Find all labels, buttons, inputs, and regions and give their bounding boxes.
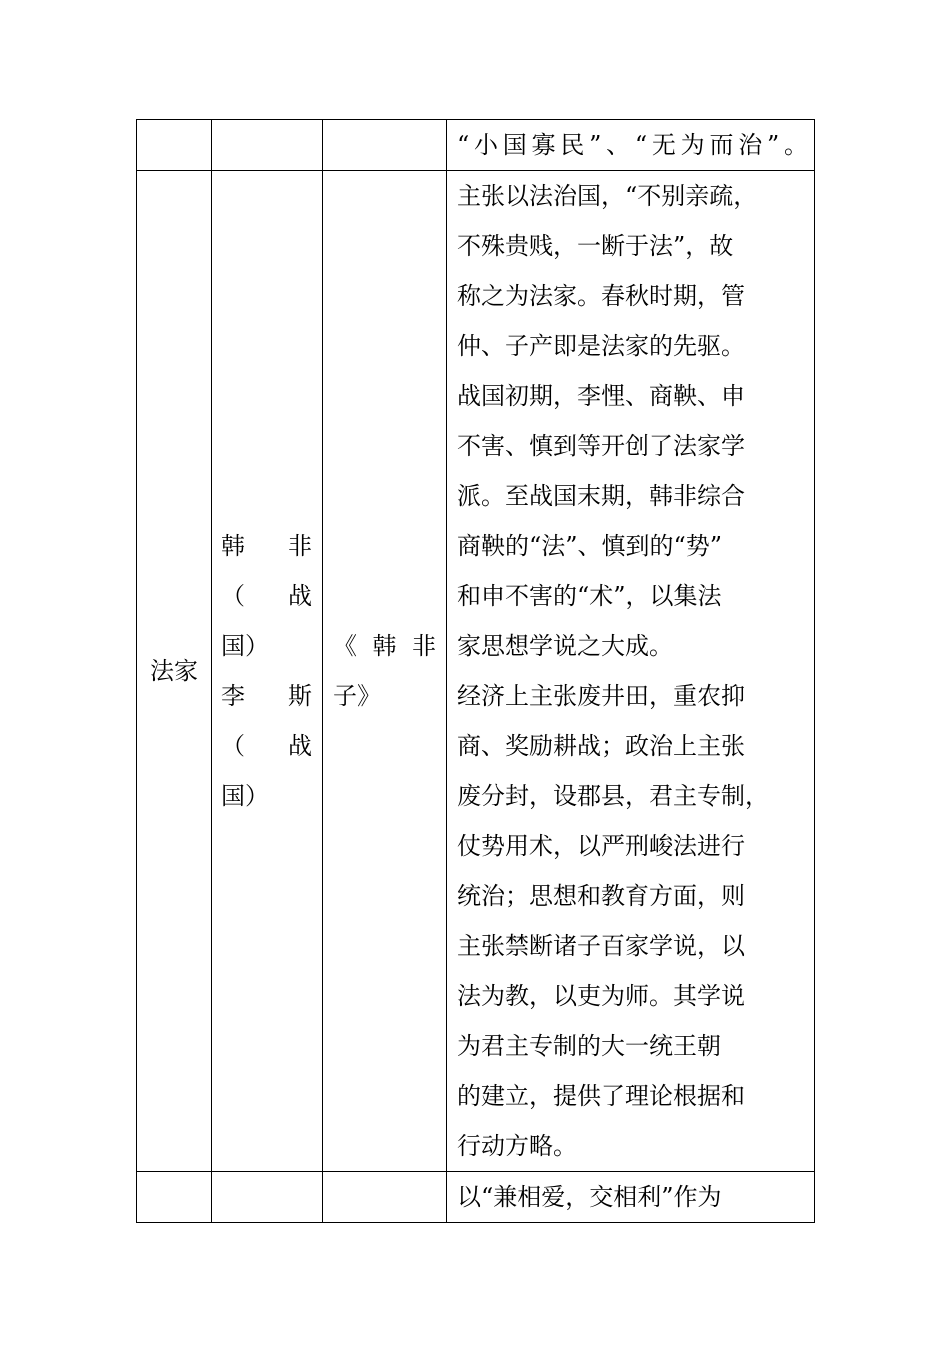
person-line: 李斯 xyxy=(221,682,312,710)
text-line: 和申不害的“术”，以集法 xyxy=(457,582,722,610)
text-line: 不害、慎到等开创了法家学 xyxy=(457,432,745,460)
text-line: 仲、子产即是法家的先驱。 xyxy=(457,332,745,360)
person-cell xyxy=(212,171,323,1172)
text-line: 废分封，设郡县，君主专制， xyxy=(457,782,769,810)
table-row xyxy=(137,171,815,1172)
person-list xyxy=(212,521,322,821)
person-line: 国） xyxy=(221,632,269,660)
person-line: 韩非 xyxy=(221,532,312,560)
text-line: 主张以法治国，“不别亲疏， xyxy=(457,182,758,210)
person-line: 国） xyxy=(221,782,269,810)
person-cell xyxy=(212,1172,323,1223)
text-line: 称之为法家。春秋时期，管 xyxy=(457,282,745,310)
description-text: “小国寡民”、“无为而治”。 xyxy=(457,131,808,159)
description-text: 以“兼相爱，交相利”作为 xyxy=(457,1183,722,1211)
description-cell xyxy=(447,1172,815,1223)
book-title xyxy=(323,621,446,721)
text-line: 仗势用术，以严刑峻法进行 xyxy=(457,832,745,860)
school-cell xyxy=(137,120,212,171)
text-line: 主张禁断诸子百家学说，以 xyxy=(457,932,745,960)
table-row xyxy=(137,120,815,171)
school-cell xyxy=(137,171,212,1172)
description-cell xyxy=(447,171,815,1172)
book-cell xyxy=(323,1172,447,1223)
book-cell xyxy=(323,171,447,1172)
book-cell xyxy=(323,120,447,171)
description-paragraph-2 xyxy=(447,371,814,671)
description-paragraph-1 xyxy=(447,171,814,371)
text-line: 不殊贵贱，一断于法”，故 xyxy=(457,232,734,260)
table-row xyxy=(137,1172,815,1223)
person-cell xyxy=(212,120,323,171)
text-line: 商鞅的“法”、慎到的“势” xyxy=(457,532,723,560)
text-line: 家思想学说之大成。 xyxy=(457,632,673,660)
description-paragraph-3 xyxy=(447,671,814,1171)
text-line: 法为教，以吏为师。其学说 xyxy=(457,982,745,1010)
text-line: 经济上主张废井田，重农抑 xyxy=(457,682,745,710)
text-line: 派。至战国末期，韩非综合 xyxy=(457,482,745,510)
description-cell xyxy=(447,120,815,171)
text-line: 统治；思想和教育方面，则 xyxy=(457,882,745,910)
person-line: （战 xyxy=(221,582,312,610)
school-name: 法家 xyxy=(150,657,198,685)
book-line: 《韩非 xyxy=(333,632,436,660)
text-line: 商、奖励耕战；政治上主张 xyxy=(457,732,745,760)
person-line: （战 xyxy=(221,732,312,760)
philosophy-schools-table xyxy=(136,119,815,1223)
text-line: 的建立，提供了理论根据和 xyxy=(457,1082,745,1110)
text-line: 为君主专制的大一统王朝 xyxy=(457,1032,721,1060)
school-cell xyxy=(137,1172,212,1223)
book-line: 子》 xyxy=(333,682,381,710)
text-line: 行动方略。 xyxy=(457,1132,577,1160)
text-line: 战国初期，李悝、商鞅、申 xyxy=(457,382,745,410)
